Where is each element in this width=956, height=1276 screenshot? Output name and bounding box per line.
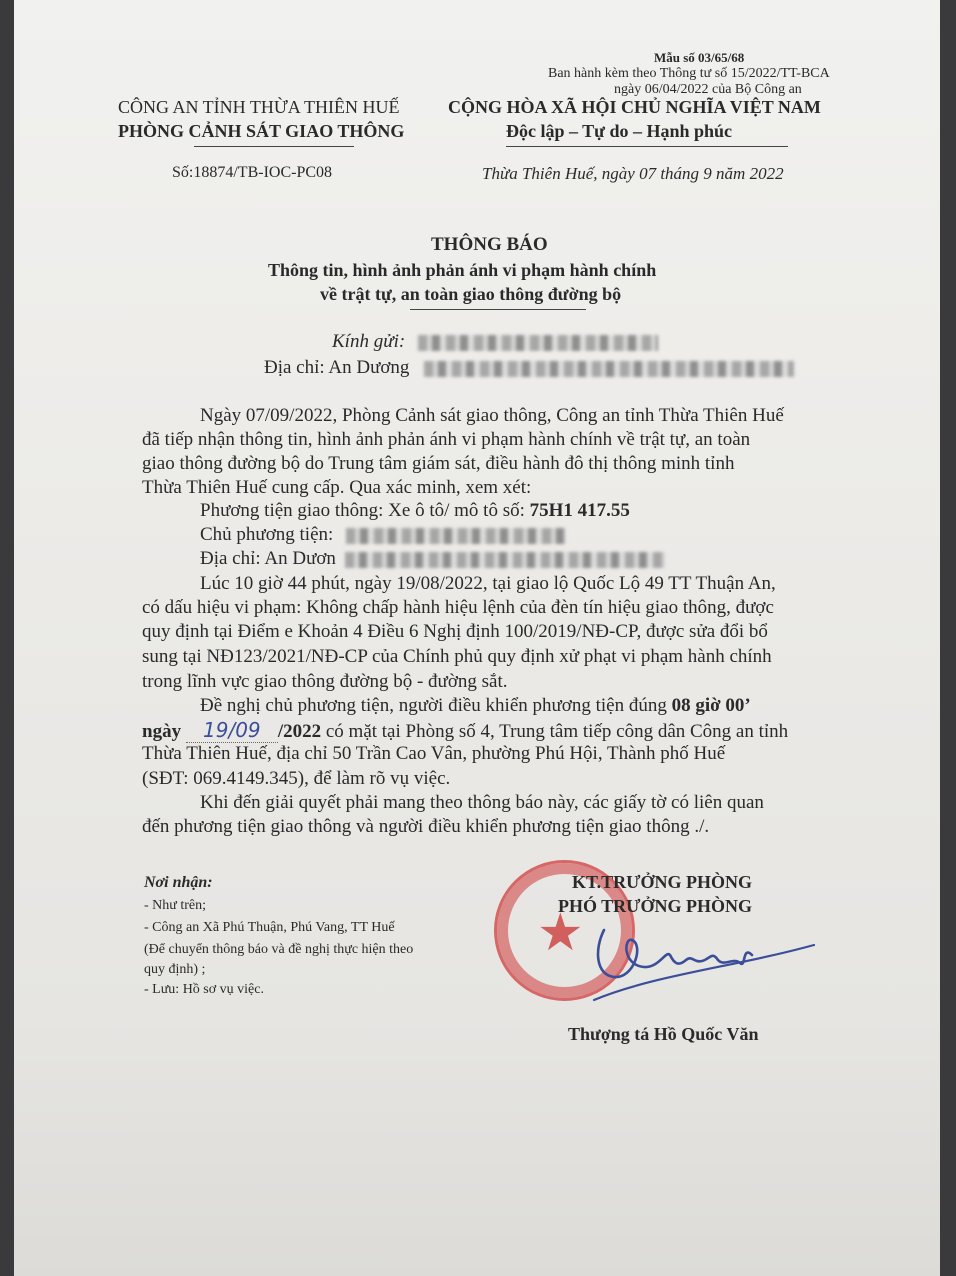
- redacted-owner-address: [345, 552, 665, 568]
- owner-line: [200, 523, 566, 547]
- notice-subtitle-1: Thông tin, hình ảnh phản ánh vi phạm hành chính: [268, 260, 657, 280]
- para1-line2: đã tiếp nhận thông tin, hình ảnh phản ánh vi phạm hành chính về trật tự, an toàn: [142, 429, 751, 450]
- para3-line1: [200, 694, 751, 718]
- para2-line3: quy định tại Điểm e Khoản 4 Điều 6 Nghị định 100/2019/NĐ-CP, được sửa đổi bổ: [142, 621, 768, 642]
- recipient-item-3a: (Để chuyển thông báo và đề nghị thực hiện theo: [144, 942, 414, 957]
- para3-line2-rest: có mặt tại Phòng số 4, Trung tâm tiếp công dân Công an tỉnh: [325, 721, 789, 742]
- recipient-label: Kính gửi:: [332, 331, 406, 352]
- department-underline: [194, 146, 354, 147]
- handwritten-signature-icon: [574, 905, 834, 1015]
- form-issued-with: Ban hành kèm theo Thông tư số 15/2022/TT-BCA: [548, 66, 830, 81]
- agency-name: CÔNG AN TỈNH THỪA THIÊN HUẾ: [118, 97, 400, 117]
- owner-address-line: [200, 547, 665, 571]
- appointment-time: 08 giờ 00’: [671, 695, 751, 716]
- para4-line2: đến phương tiện giao thông và người điều khiển phương tiện giao thông ./.: [142, 816, 710, 837]
- para3-line2: [142, 718, 788, 744]
- redacted-recipient-name: [418, 335, 658, 351]
- document-page: [14, 0, 940, 1276]
- signer-name: Thượng tá Hồ Quốc Văn: [568, 1024, 759, 1044]
- recipient-address-line: [264, 356, 794, 380]
- handwritten-date: 19/09: [186, 718, 278, 743]
- form-issued-date: ngày 06/04/2022 của Bộ Công an: [614, 82, 802, 97]
- recipient-item-4: - Lưu: Hồ sơ vụ việc.: [144, 982, 264, 997]
- recipient-item-2: - Công an Xã Phú Thuận, Phú Vang, TT Huế: [144, 920, 395, 935]
- title-underline: [410, 309, 586, 310]
- owner-address-label: Địa chỉ: An Dươn: [200, 548, 336, 569]
- recipient-item-3b: quy định) ;: [144, 962, 206, 977]
- vehicle-label: Phương tiện giao thông: Xe ô tô/ mô tô số:: [200, 500, 525, 521]
- seal-star-icon: ★: [537, 905, 584, 962]
- appointment-day-label: ngày: [142, 721, 182, 742]
- para3-line4: (SĐT: 069.4149.345), để làm rõ vụ việc.: [142, 768, 451, 789]
- form-number: Mẫu số 03/65/68: [654, 50, 745, 65]
- para2-line2: có dấu hiệu vi phạm: Không chấp hành hiệu lệnh của đèn tín hiệu giao thông, được: [142, 597, 774, 618]
- place-date: Thừa Thiên Huế, ngày 07 tháng 9 năm 2022: [482, 164, 784, 183]
- motto-underline: [506, 146, 788, 147]
- notice-subtitle-2: về trật tự, an toàn giao thông đường bộ: [320, 284, 622, 304]
- signature-title-1: KT.TRƯỞNG PHÒNG: [572, 872, 752, 892]
- redacted-owner-name: [346, 528, 566, 544]
- para2-line4: sung tại NĐ123/2021/NĐ-CP của Chính phủ quy định xử phạt vi phạm hành chính: [142, 646, 772, 667]
- signature-title-2: PHÓ TRƯỞNG PHÒNG: [558, 896, 753, 916]
- recipient-address-label: Địa chỉ: An Dương: [264, 357, 410, 378]
- para2-line5: trong lĩnh vực giao thông đường bộ - đường sắt.: [142, 671, 508, 692]
- department-name: PHÒNG CẢNH SÁT GIAO THÔNG: [118, 121, 405, 141]
- para3-line3: Thừa Thiên Huế, địa chỉ 50 Trần Cao Vân, phường Phú Hội, Thành phố Huế: [142, 743, 726, 764]
- recipients-heading: Nơi nhận:: [144, 874, 213, 891]
- vehicle-line: [200, 499, 630, 523]
- para1-line4: Thừa Thiên Huế cung cấp. Qua xác minh, xem xét:: [142, 477, 532, 498]
- para2-line1: Lúc 10 giờ 44 phút, ngày 19/08/2022, tại giao lộ Quốc Lộ 49 TT Thuận An,: [200, 573, 776, 594]
- country-motto: Độc lập – Tự do – Hạnh phúc: [506, 121, 733, 141]
- redacted-recipient-address: [424, 361, 794, 377]
- para1-line3: giao thông đường bộ do Trung tâm giám sát, điều hành đô thị thông minh tỉnh: [142, 453, 735, 474]
- appointment-year: /2022: [277, 721, 322, 742]
- country-name: CỘNG HÒA XÃ HỘI CHỦ NGHĨA VIỆT NAM: [448, 97, 821, 117]
- recipient-line: [332, 330, 658, 354]
- para1-line1: Ngày 07/09/2022, Phòng Cảnh sát giao thông, Công an tỉnh Thừa Thiên Huế: [200, 405, 784, 426]
- vehicle-plate: 75H1 417.55: [529, 500, 630, 521]
- owner-label: Chủ phương tiện:: [200, 524, 334, 545]
- recipient-item-1: - Như trên;: [144, 898, 207, 913]
- notice-title: THÔNG BÁO: [431, 234, 548, 255]
- para4-line1: Khi đến giải quyết phải mang theo thông báo này, các giấy tờ có liên quan: [200, 792, 764, 813]
- para3-line1-text: Đề nghị chủ phương tiện, người điều khiển phương tiện đúng: [200, 695, 667, 716]
- document-number: Số:18874/TB-IOC-PC08: [172, 164, 333, 181]
